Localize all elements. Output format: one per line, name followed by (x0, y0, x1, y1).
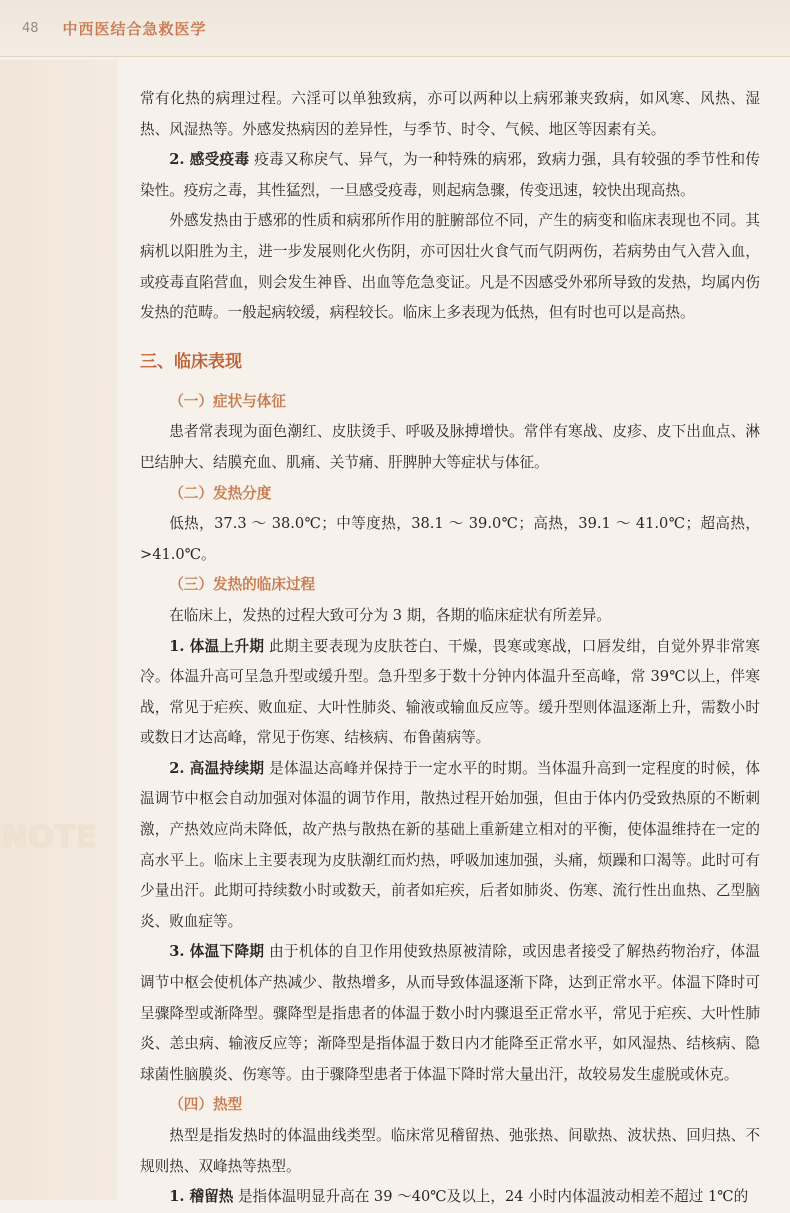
stage-heading: 3. 体温下降期 (169, 943, 265, 961)
paragraph-stage-2 (140, 754, 760, 938)
book-title: 中西医结合急救医学 (62, 19, 207, 38)
paragraph-heading: 2. 感受疫毒 (169, 151, 250, 169)
stage-heading: 2. 高温持续期 (169, 759, 265, 777)
item-heading: 1. 稽留热 (169, 1188, 234, 1206)
section-title: 三、临床表现 (140, 351, 242, 372)
paragraph-stage-1 (140, 632, 760, 754)
paragraph-continuation: 常有化热的病理过程。六淫可以单独致病，亦可以两种以上病邪兼夹致病，如风寒、风热、湿热、风湿热等。外感发热病因的差异性，与季节、时令、气候、地区等因素有关。 (140, 90, 760, 138)
subsection-title-clinical-course: （三）发热的临床过程 (169, 576, 316, 594)
stage-text: 此期主要表现为皮肤苍白、干燥，畏寒或寒战，口唇发绀，自觉外界非常寒冷。体温升高可呈急升型或缓升型。急升型多于数十分钟内体温升至高峰，常 39℃以上，伴寒战，常见于疟疾、败血症、大叶性肺炎、输液或输血反应等。缓升型则体温逐渐上升，需数小时或数日才达高峰，常见于伤寒、结核病、布鲁菌病等。 (140, 637, 760, 747)
note-label: NOTE (2, 820, 98, 855)
paragraph-fever-type-intro: 热型是指发热时的体温曲线类型。临床常见稽留热、弛张热、间歇热、波状热、回归热、不规则热、双峰热等热型。 (140, 1127, 760, 1175)
subsection-title-fever-type: （四）热型 (169, 1096, 243, 1114)
paragraph-fever-grade: 低热，37.3 ～ 38.0℃；中等度热，38.1 ～ 39.0℃；高热，39.1 ～ 41.0℃；超高热，>41.0℃。 (140, 515, 760, 563)
paragraph-sustained-fever (140, 1182, 760, 1213)
stage-heading: 1. 体温上升期 (169, 637, 265, 655)
page-number: 48 (22, 20, 39, 36)
side-margin (0, 60, 118, 1200)
paragraph-symptoms: 患者常表现为面色潮红、皮肤烫手、呼吸及脉搏增快。常伴有寒战、皮疹、皮下出血点、淋巴结肿大、结膜充血、肌痛、关节痛、肝脾肿大等症状与体征。 (140, 423, 760, 471)
page-content (140, 84, 760, 1213)
paragraph-text: 疫毒又称戾气、异气，为一种特殊的病邪，致病力强，具有较强的季节性和传染性。疫疠之毒，其性猛烈，一旦感受疫毒，则起病急骤，传变迅速，较快出现高热。 (140, 151, 760, 199)
subsection-title-symptoms: （一）症状与体征 (169, 392, 286, 410)
stage-text: 是体温达高峰并保持于一定水平的时期。当体温升高到一定程度的时候，体温调节中枢会自动加强对体温的调节作用，散热过程开始加强，但由于体内仍受致热原的不断刺激，产热效应尚未降低，故产热与散热在新的基础上重新建立相对的平衡，使体温维持在一定的高水平上。临床上主要表现为皮肤潮红而灼热，呼吸加速加强，头痛，烦躁和口渴等。此时可有少量出汗。此期可持续数小时或数天，前者如疟疾，后者如肺炎、伤寒、流行性出血热、乙型脑炎、败血症等。 (140, 759, 760, 930)
paragraph-stage-3 (140, 937, 760, 1090)
item-text: 是指体温明显升高在 39 ～40℃及以上，24 小时内体温波动相差不超过 1℃的 (237, 1188, 749, 1206)
paragraph-course-intro: 在临床上，发热的过程大致可分为 3 期，各期的临床症状有所差异。 (169, 606, 611, 624)
page-header (0, 0, 790, 57)
stage-text: 由于机体的自卫作用使致热原被清除，或因患者接受了解热药物治疗，体温调节中枢会使机体产热减少、散热增多，从而导致体温逐渐下降，达到正常水平。体温下降时可呈骤降型或渐降型。骤降型是指患者的体温于数小时内骤退至正常水平，常见于疟疾、大叶性肺炎、恙虫病、输液反应等；渐降型是指体温于数日内才能降至正常水平，如风湿热、结核病、隐球菌性脑膜炎、伤寒等。由于骤降型患者于体温下降时常大量出汗，故较易发生虚脱或休克。 (140, 943, 760, 1083)
subsection-title-fever-grade: （二）发热分度 (169, 484, 272, 502)
paragraph-pathogenesis: 外感发热由于感邪的性质和病邪所作用的脏腑部位不同，产生的病变和临床表现也不同。其病机以阳胜为主，进一步发展则化火伤阴，亦可因壮火食气而气阴两伤，若病势由气入营入血，或疫毒直陷营血，则会发生神昏、出血等危急变证。凡是不因感受外邪所导致的发热，均属内伤发热的范畴。一般起病较缓，病程较长。临床上多表现为低热，但有时也可以是高热。 (140, 212, 760, 322)
paragraph-epidemic-toxin (140, 145, 760, 206)
